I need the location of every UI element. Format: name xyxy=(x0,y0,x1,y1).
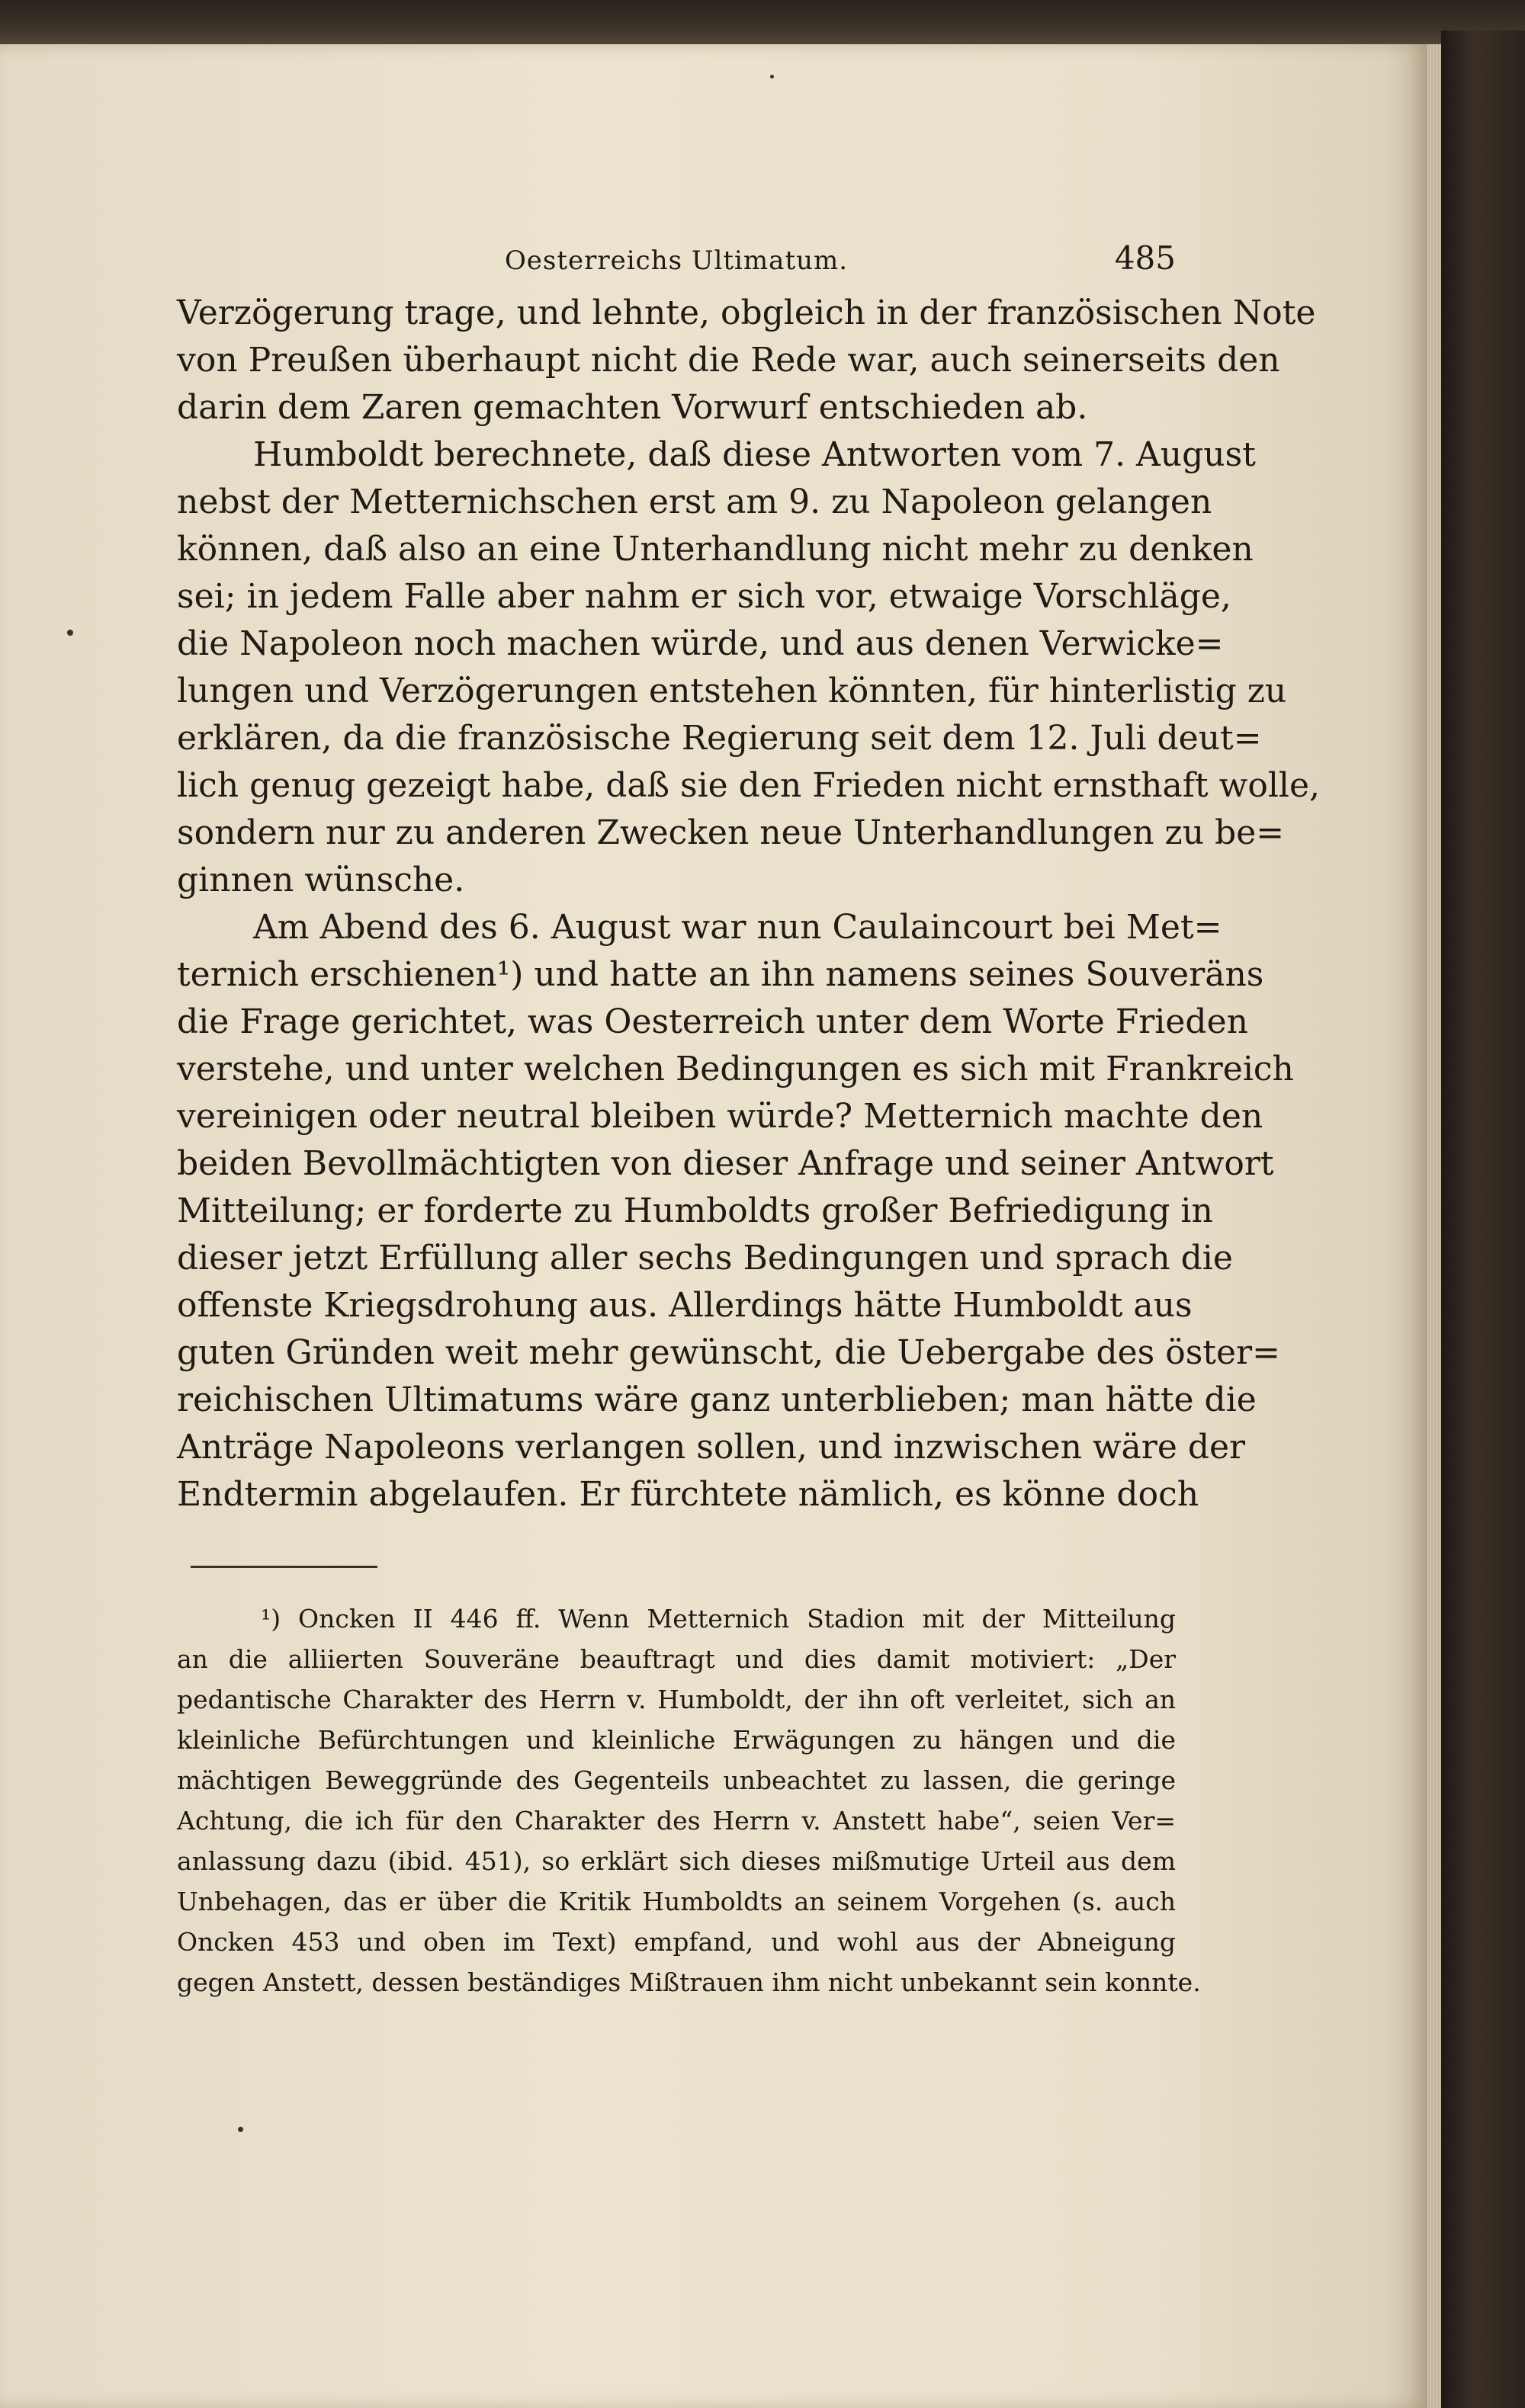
text-line: offenste Kriegsdrohung aus. Allerdings hätte Humboldt aus xyxy=(177,1286,1193,1325)
text-line: Humboldt berechnete, daß diese Antworten vom 7. August xyxy=(253,435,1256,474)
text-line: beiden Bevollmächtigten von dieser Anfrage und seiner Antwort xyxy=(177,1144,1274,1183)
text-line: sondern nur zu anderen Zwecken neue Unterhandlungen zu be= xyxy=(177,813,1285,852)
footnotes xyxy=(177,1598,1201,2002)
footnote-rule xyxy=(191,1566,377,1568)
text-line: ginnen wünsche. xyxy=(177,861,465,899)
text-line: Am Abend des 6. August war nun Caulaincourt bei Met= xyxy=(253,908,1222,947)
text-line: Endtermin abgelaufen. Er fürchtete nämlich, es könne doch xyxy=(177,1475,1199,1514)
text-line: die Frage gerichtet, was Oesterreich unter dem Worte Frieden xyxy=(177,1002,1248,1041)
ink-speck xyxy=(67,630,73,636)
text-line: Anträge Napoleons verlangen sollen, und inzwischen wäre der xyxy=(177,1428,1246,1467)
ink-speck xyxy=(770,75,774,79)
text-line: guten Gründen weit mehr gewünscht, die Uebergabe des öster= xyxy=(177,1333,1280,1372)
text-line: lich genug gezeigt habe, daß sie den Frieden nicht ernsthaft wolle, xyxy=(177,766,1320,805)
footnote-line: pedantische Charakter des Herrn v. Humboldt, der ihn oft verleitet, sich an xyxy=(177,1685,1176,1714)
footnote-line: mächtigen Beweggründe des Gegenteils unbeachtet zu lassen, die geringe xyxy=(177,1765,1176,1795)
text-line: erklären, da die französische Regierung seit dem 12. Juli deut= xyxy=(177,719,1262,758)
text-line: lungen und Verzögerungen entstehen könnten, für hinterlistig zu xyxy=(177,672,1287,710)
footnote-line: an die alliierten Souveräne beauftragt und dies damit motiviert: „Der xyxy=(177,1644,1176,1674)
text-line: verstehe, und unter welchen Bedingungen es sich mit Frankreich xyxy=(177,1050,1294,1089)
text-line: können, daß also an eine Unterhandlung nicht mehr zu denken xyxy=(177,530,1254,569)
page-stack-edges xyxy=(1427,44,1441,2408)
text-line: dieser jetzt Erfüllung aller sechs Bedingungen und sprach die xyxy=(177,1239,1233,1278)
footnote-line: Oncken 453 und oben im Text) empfand, und wohl aus der Abneigung xyxy=(177,1927,1176,1957)
text-line: von Preußen überhaupt nicht die Rede war, auch seinerseits den xyxy=(177,341,1280,380)
text-block xyxy=(177,229,1320,2002)
footnote-line: Unbehagen, das er über die Kritik Humboldts an seinem Vorgehen (s. auch xyxy=(177,1887,1176,1916)
running-title: Oesterreichs Ultimatum. xyxy=(504,245,849,276)
text-line: sei; in jedem Falle aber nahm er sich vor, etwaige Vorschläge, xyxy=(177,577,1231,616)
ink-speck xyxy=(238,2127,243,2132)
text-line: reichischen Ultimatums wäre ganz unterblieben; man hätte die xyxy=(177,1380,1257,1419)
footnote-line: anlassung dazu (ibid. 451), so erklärt sich dieses mißmutige Urteil aus dem xyxy=(177,1846,1176,1876)
text-line: vereinigen oder neutral bleiben würde? Metternich machte den xyxy=(177,1097,1263,1136)
running-head xyxy=(177,229,1176,290)
text-line: Mitteilung; er forderte zu Humboldts großer Befriedigung in xyxy=(177,1191,1213,1230)
footnote-line: gegen Anstett, dessen beständiges Mißtrauen ihm nicht unbekannt sein konnte. xyxy=(177,1967,1201,1997)
text-line: Verzögerung trage, und lehnte, obgleich in der französischen Note xyxy=(177,293,1316,332)
text-line: nebst der Metternichschen erst am 9. zu Napoleon gelangen xyxy=(177,483,1212,521)
text-line: die Napoleon noch machen würde, und aus denen Verwicke= xyxy=(177,624,1224,663)
book-binding xyxy=(1441,30,1525,2408)
footnote-line: kleinliche Befürchtungen und kleinliche Erwägungen zu hängen und die xyxy=(177,1725,1176,1755)
body-text xyxy=(177,290,1320,1518)
footnote-line: Achtung, die ich für den Charakter des Herrn v. Anstett habe“, seien Ver= xyxy=(177,1806,1176,1836)
text-line: darin dem Zaren gemachten Vorwurf entschieden ab. xyxy=(177,388,1088,427)
footnote-line: ¹) Oncken II 446 ff. Wenn Metternich Stadion mit der Mitteilung xyxy=(261,1604,1176,1634)
page-number: 485 xyxy=(1114,239,1176,277)
text-line: ternich erschienen¹) und hatte an ihn namens seines Souveräns xyxy=(177,955,1264,994)
book-top-edge xyxy=(0,0,1525,50)
